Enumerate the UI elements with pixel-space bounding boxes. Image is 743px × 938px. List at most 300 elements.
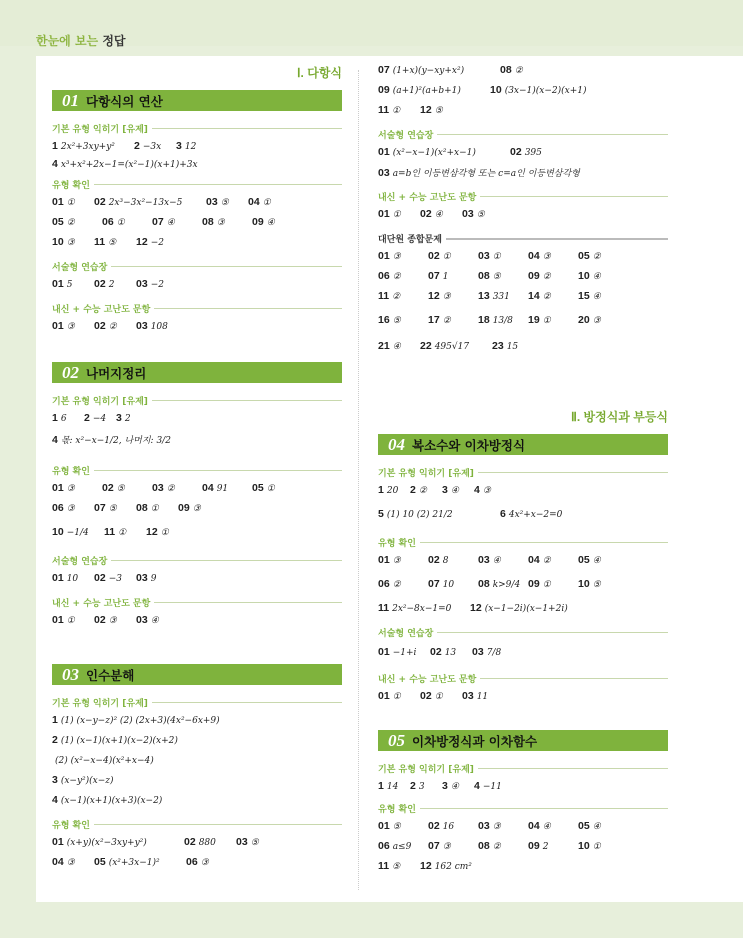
answer-item [378,166,580,179]
question-number: 07 [428,840,440,852]
answer-item [378,554,401,566]
answer-value: ③ [66,484,75,494]
answer-item [378,602,451,614]
answer-value: ④ [592,556,601,566]
answer-item [52,614,75,626]
answer-item [378,208,401,220]
question-number: 10 [490,84,502,96]
answer-item [428,270,448,282]
answer-item [420,860,472,872]
answer-item [528,840,548,852]
answer-value: ④ [592,822,601,832]
answer-value: 395 [524,148,542,158]
answer-value: ② [392,292,401,302]
answer-row [52,836,352,850]
part-title-1: Ⅰ. 다항식 [297,66,342,80]
section-basic: 기본 유형 익히기 [유제] [378,466,668,479]
answer-row [52,412,352,426]
answer-item [52,836,147,848]
header-prefix: 한눈에 보는 [36,34,99,48]
question-number: 1 [378,484,384,496]
answer-value: ③ [442,842,451,852]
answer-value: 8 [442,556,449,566]
chapter-title: 나머지정리 [86,366,147,381]
answer-row [378,290,678,304]
answer-row [52,774,352,788]
answer-item [136,236,164,248]
question-number: 22 [420,340,432,352]
answer-item [378,314,401,326]
answer-item [94,502,117,514]
answer-item [136,572,156,584]
chapter-title: 이차방정식과 이차함수 [412,734,538,749]
answer-item [136,320,168,332]
chapter-number: 01 [62,91,79,110]
answer-row [378,602,678,616]
question-number: 1 [52,412,58,424]
question-number: 02 [510,146,522,158]
answer-value: 331 [492,292,510,302]
question-number: 04 [528,820,540,832]
answer-row [378,860,678,874]
section-essay: 서술형 연습장 [378,626,668,639]
answer-item [178,502,201,514]
answer-item [428,578,454,590]
answer-item [378,508,453,520]
answer-item [252,482,275,494]
answer-item [378,646,416,658]
answer-item [378,690,401,702]
answer-item [528,270,551,282]
answer-row [52,140,352,154]
answer-item [478,820,501,832]
question-number: 06 [378,840,390,852]
answer-row [52,158,352,172]
answer-item [94,236,116,248]
question-number: 05 [578,250,590,262]
question-number: 03 [136,614,148,626]
answer-item [52,278,72,290]
header-title: 정답 [102,34,126,48]
answer-item [578,820,601,832]
question-number: 6 [500,508,506,520]
answer-item [52,526,89,538]
question-number: 2 [410,484,416,496]
answer-row [52,236,352,250]
answer-value: ③ [66,238,75,248]
answer-value: ① [392,106,401,116]
answer-item [378,250,401,262]
answer-item [578,270,601,282]
answer-value: ① [434,692,443,702]
answer-value: (x−1−2i)(x−1+2i) [484,604,568,614]
section-basic: 기본 유형 익히기 [유제] [378,762,668,775]
answer-item [236,836,259,848]
answer-item [478,578,520,590]
answer-value: (1) (x−y−z)² (2) (2x+3)(4x²−6x+9) [60,716,220,726]
answer-value: ⑤ [220,198,229,208]
answer-item [52,412,67,424]
answer-value: 6 [60,414,67,424]
answer-item [378,270,401,282]
question-number: 17 [428,314,440,326]
answer-value: 16 [442,822,455,832]
answer-row [52,526,352,540]
question-number: 10 [52,526,64,538]
answer-value: ① [150,504,159,514]
answer-value: 12 [184,142,197,152]
answer-value: (3x−1)(x−2)(x+1) [504,86,587,96]
answer-row [52,320,352,334]
answer-item [500,508,562,520]
answer-value: ① [66,198,75,208]
answer-item [462,208,485,220]
question-number: 3 [442,780,448,792]
answer-value: ① [66,616,75,626]
answer-item [428,290,451,302]
chapter-title: 인수분해 [86,668,135,683]
answer-row [378,84,678,98]
answer-value: ③ [66,858,75,868]
question-number: 08 [478,840,490,852]
answer-value: 495√17 [434,342,470,352]
answer-item [94,614,117,626]
answer-item [52,320,75,332]
answer-row [52,714,352,728]
question-number: 02 [94,614,106,626]
answer-value: 2 [108,280,115,290]
question-number: 3 [52,774,58,786]
answer-value: ① [160,528,169,538]
answer-item [52,158,198,170]
answer-value: 91 [216,484,229,494]
question-number: 01 [378,646,390,658]
answer-value: 1 [442,272,449,282]
answer-row [378,104,678,118]
question-number: 02 [420,690,432,702]
answer-value: ② [542,556,551,566]
answer-value: (1) 10 (2) 21/2 [386,510,453,520]
answer-value: a≤9 [392,842,412,852]
answer-item [52,754,154,766]
answer-row [378,578,678,592]
answer-item [94,320,117,332]
answer-value: 몫: x²−x−1/2, 나머지: 3/2 [60,436,171,446]
column-divider [358,70,359,890]
answer-value: 14 [386,782,399,792]
answer-value: ② [166,484,175,494]
answer-row [52,794,352,808]
answer-value: ③ [200,858,209,868]
question-number: 11 [378,602,390,614]
answer-value: (x²−x−1)(x²+x−1) [392,148,476,158]
question-number: 08 [478,578,490,590]
answer-value: ① [542,580,551,590]
answer-item [184,836,216,848]
answer-item [428,314,451,326]
question-number: 05 [52,216,64,228]
question-number: 08 [478,270,490,282]
answer-value: −1+i [392,648,417,658]
answer-item [94,856,160,868]
answer-row [378,340,678,354]
answer-value: 4x²+x−2=0 [508,510,563,520]
answer-row [378,64,678,78]
question-number: 01 [378,554,390,566]
question-number: 05 [578,820,590,832]
question-number: 06 [186,856,198,868]
answer-value: ② [592,252,601,262]
answer-item [578,578,601,590]
question-number: 03 [478,820,490,832]
question-number: 15 [578,290,590,302]
answer-row [52,856,352,870]
answer-item [136,502,159,514]
question-number: 4 [474,484,480,496]
answer-value: ③ [392,252,401,262]
question-number: 12 [136,236,148,248]
question-number: 09 [528,578,540,590]
answer-item [428,820,454,832]
answer-row [378,208,678,222]
answer-value: 7/8 [486,648,502,658]
answer-value: (a+1)²(a+b+1) [392,86,461,96]
question-number: 07 [428,270,440,282]
answer-value: ④ [542,822,551,832]
answer-value: ⑤ [492,272,501,282]
answer-item [378,146,476,158]
answer-value: ③ [492,822,501,832]
answer-item [478,250,501,262]
page-header [36,32,126,49]
answer-item [378,104,400,116]
answer-item [528,578,551,590]
answer-item [528,314,551,326]
question-number: 5 [378,508,384,520]
answer-row [378,554,678,568]
chapter-number: 04 [388,435,405,454]
answer-item [52,794,162,806]
answer-value: ② [514,66,523,76]
answer-item [84,412,106,424]
answer-item [186,856,209,868]
question-number: 12 [146,526,158,538]
answer-item [428,250,451,262]
question-number: 02 [428,250,440,262]
answer-item [202,482,228,494]
section-check: 유형 확인 [52,464,342,477]
question-number: 04 [248,196,260,208]
answer-item [420,340,469,352]
answer-value: ④ [450,782,459,792]
question-number: 2 [52,734,58,746]
question-number: 09 [528,270,540,282]
answer-value: 2 [542,842,549,852]
answer-value: 13 [444,648,457,658]
answer-value: 2x²−8x−1=0 [392,604,452,614]
question-number: 03 [478,250,490,262]
answer-item [410,780,425,792]
answer-value: −1/4 [66,528,89,538]
question-number: 20 [578,314,590,326]
answer-value: ③ [392,556,401,566]
answer-item [102,482,125,494]
chapter-title: 다항식의 연산 [86,94,163,109]
answer-item [478,314,513,326]
answer-value: (x²+3x−1)² [108,858,160,868]
answer-item [94,572,122,584]
question-number: 1 [52,140,58,152]
answer-value: ② [442,316,451,326]
answer-value: ① [592,842,601,852]
question-number: 2 [84,412,90,424]
answer-row [378,780,678,794]
answer-item [378,860,400,872]
question-number: 2 [134,140,140,152]
answer-item [52,572,78,584]
question-number: 01 [378,690,390,702]
question-number: 01 [378,146,390,158]
question-number: 06 [102,216,114,228]
answer-value: ① [116,218,125,228]
answer-item [378,84,461,96]
chapter-number: 05 [388,731,405,750]
question-number: 11 [378,104,390,116]
answer-value: ① [392,692,401,702]
question-number: 03 [462,208,474,220]
answer-value: ③ [108,616,117,626]
answer-value: ① [392,210,401,220]
answer-item [378,290,400,302]
answer-item [134,140,161,152]
question-number: 09 [378,84,390,96]
chapter-title: 복소수와 이차방정식 [412,438,526,453]
question-number: 02 [94,196,106,208]
answer-value: 20 [386,486,399,496]
question-number: 03 [472,646,484,658]
answer-value: 880 [198,838,216,848]
answer-row [52,502,352,516]
answer-row [378,840,678,854]
answer-value: (1) (x−1)(x+1)(x−2)(x+2) [60,736,178,746]
answer-row [378,646,678,660]
chapter-05-heading [378,730,668,751]
answer-item [428,840,451,852]
section-essay: 서술형 연습장 [378,128,668,141]
part-title-2: Ⅱ. 방정식과 부등식 [570,410,668,424]
question-number: 2 [410,780,416,792]
answer-value: ③ [66,322,75,332]
question-number: 02 [428,820,440,832]
answer-value: ④ [266,218,275,228]
answer-value: x³+x²+2x−1=(x²−1)(x+1)+3x [60,160,198,170]
question-number: 11 [104,526,116,538]
question-number: 01 [52,836,64,848]
section-basic: 기본 유형 익히기 [유제] [52,122,342,135]
question-number: 07 [428,578,440,590]
answer-value: ④ [150,616,159,626]
answer-item [52,774,114,786]
answer-row [52,482,352,496]
answer-value: −3x [142,142,162,152]
answer-value: (x−1)(x+1)(x+3)(x−2) [60,796,163,806]
answer-item [176,140,196,152]
question-number: 05 [252,482,264,494]
answer-value: 2 [124,414,131,424]
answer-item [116,412,131,424]
answer-value: 3 [418,782,425,792]
answer-item [478,840,501,852]
question-number: 4 [52,434,58,446]
answer-value: ② [66,218,75,228]
answer-value: −2 [150,238,164,248]
question-number: 01 [52,196,64,208]
question-number: 02 [102,482,114,494]
answer-value: 2x²+3xy+y² [60,142,115,152]
question-number: 04 [52,856,64,868]
question-number: 08 [500,64,512,76]
answer-item [578,314,601,326]
answer-row [52,614,352,628]
answer-row [52,278,352,292]
answer-value: ② [392,580,401,590]
section-hard: 내신 + 수능 고난도 문항 [378,190,668,203]
answer-value: ① [262,198,271,208]
answer-item [202,216,225,228]
answer-value: ⑤ [392,316,401,326]
answer-item [378,578,401,590]
question-number: 03 [206,196,218,208]
answer-value: ① [542,316,551,326]
section-check: 유형 확인 [52,178,342,191]
question-number: 10 [578,578,590,590]
question-number: 21 [378,340,390,352]
question-number: 18 [478,314,490,326]
answer-item [578,554,601,566]
question-number: 09 [178,502,190,514]
question-number: 3 [442,484,448,496]
answer-item [474,484,491,496]
question-number: 07 [152,216,164,228]
chapter-01-heading [52,90,342,111]
answer-item [490,84,587,96]
answer-value: 108 [150,322,168,332]
question-number: 09 [252,216,264,228]
answer-value: ② [418,486,427,496]
answer-row [378,146,678,160]
chapter-04-heading [378,434,668,455]
question-number: 14 [528,290,540,302]
question-number: 06 [378,270,390,282]
answer-item [500,64,523,76]
question-number: 12 [428,290,440,302]
answer-value: ② [492,842,501,852]
answer-item [420,208,443,220]
answer-item [472,646,501,658]
answer-row [378,820,678,834]
answer-item [206,196,229,208]
answer-value: 11 [476,692,489,702]
question-number: 3 [176,140,182,152]
answer-item [578,250,601,262]
question-number: 07 [378,64,390,76]
answer-value: ③ [542,252,551,262]
answer-item [248,196,271,208]
section-basic: 기본 유형 익히기 [유제] [52,394,342,407]
question-number: 08 [202,216,214,228]
question-number: 03 [136,572,148,584]
answer-item [510,146,542,158]
